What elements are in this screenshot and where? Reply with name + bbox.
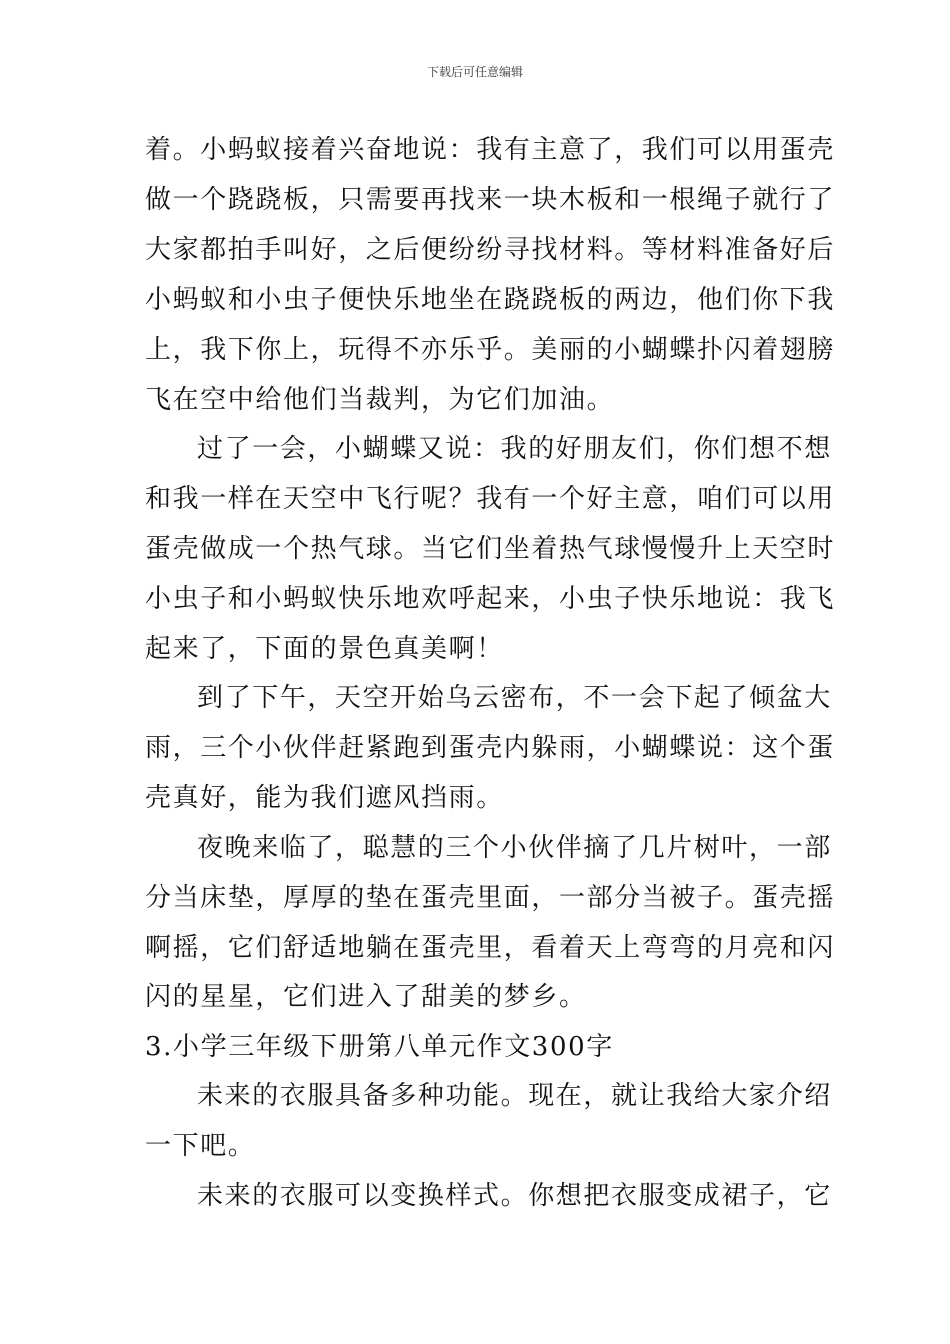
text-line: 上，我下你上，玩得不亦乐乎。美丽的小蝴蝶扑闪着翅膀 bbox=[145, 335, 836, 365]
text-line: 大家都拍手叫好，之后便纷纷寻找材料。等材料准备好后 bbox=[145, 235, 836, 265]
text-line: 一下吧。 bbox=[145, 1131, 256, 1161]
text-line: 小蚂蚁和小虫子便快乐地坐在跷跷板的两边，他们你下我 bbox=[145, 285, 836, 315]
paragraph-start-line: 未来的衣服具备多种功能。现在，就让我给大家介绍 bbox=[197, 1081, 832, 1111]
paragraph-start-line: 夜晚来临了，聪慧的三个小伙伴摘了几片树叶，一部 bbox=[197, 833, 832, 863]
text-line: 雨，三个小伙伴赶紧跑到蛋壳内躲雨，小蝴蝶说：这个蛋 bbox=[145, 733, 836, 763]
page-header: 下载后可任意编辑 bbox=[426, 65, 523, 79]
text-line: 着。小蚂蚁接着兴奋地说：我有主意了，我们可以用蛋壳 bbox=[145, 135, 836, 165]
text-line: 壳真好，能为我们遮风挡雨。 bbox=[145, 783, 504, 813]
text-line: 啊摇，它们舒适地躺在蛋壳里，看着天上弯弯的月亮和闪 bbox=[145, 933, 836, 963]
text-line: 飞在空中给他们当裁判，为它们加油。 bbox=[145, 385, 615, 415]
text-line: 闪的星星，它们进入了甜美的梦乡。 bbox=[145, 982, 587, 1012]
text-line: 蛋壳做成一个热气球。当它们坐着热气球慢慢升上天空时 bbox=[145, 534, 836, 564]
section-heading: 3.小学三年级下册第八单元作文300字 bbox=[145, 1032, 614, 1062]
text-line: 分当床垫，厚厚的垫在蛋壳里面，一部分当被子。蛋壳摇 bbox=[145, 883, 836, 913]
text-line: 起来了，下面的景色真美啊！ bbox=[145, 634, 504, 664]
text-line: 小虫子和小蚂蚁快乐地欢呼起来，小虫子快乐地说：我飞 bbox=[145, 584, 836, 614]
paragraph-start-line: 到了下午，天空开始乌云密布，不一会下起了倾盆大 bbox=[197, 683, 832, 713]
paragraph-start-line: 未来的衣服可以变换样式。你想把衣服变成裙子，它 bbox=[197, 1181, 832, 1211]
paragraph-start-line: 过了一会，小蝴蝶又说：我的好朋友们，你们想不想 bbox=[197, 434, 832, 464]
text-line: 做一个跷跷板，只需要再找来一块木板和一根绳子就行了 bbox=[145, 185, 836, 215]
text-line: 和我一样在天空中飞行呢？我有一个好主意，咱们可以用 bbox=[145, 484, 836, 514]
